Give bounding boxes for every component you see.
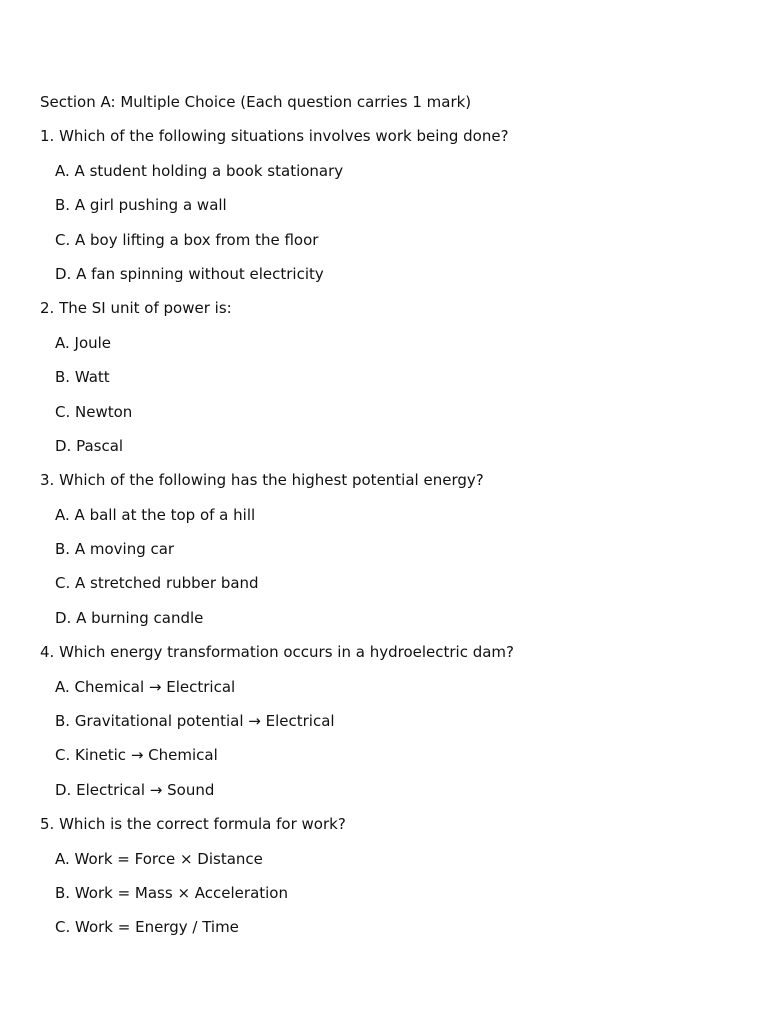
- answer-option: C. A boy lifting a box from the floor: [55, 230, 319, 249]
- option-list: [40, 331, 728, 469]
- question-text: 1. Which of the following situations involves work being done?: [40, 127, 509, 146]
- answer-option: C. Work = Energy / Time: [55, 918, 239, 937]
- option-list: [40, 847, 728, 950]
- section-heading: Section A: Multiple Choice (Each question carries 1 mark): [40, 93, 472, 111]
- question-5: [40, 812, 728, 950]
- answer-option: D. Electrical → Sound: [55, 780, 215, 799]
- answer-option: A. Work = Force × Distance: [55, 849, 263, 868]
- answer-option: C. Newton: [55, 402, 133, 421]
- answer-option: A. A student holding a book stationary: [55, 161, 344, 180]
- answer-option: A. A ball at the top of a hill: [55, 505, 256, 524]
- answer-option: D. A fan spinning without electricity: [55, 264, 324, 283]
- answer-option: C. Kinetic → Chemical: [55, 746, 218, 765]
- answer-option: B. Work = Mass × Acceleration: [55, 883, 288, 902]
- question-3: [40, 468, 728, 640]
- answer-option: B. A moving car: [55, 540, 175, 559]
- worksheet-page: [40, 90, 728, 950]
- answer-option: C. A stretched rubber band: [55, 574, 259, 593]
- answer-option: D. Pascal: [55, 436, 124, 455]
- question-text: 2. The SI unit of power is:: [40, 299, 232, 318]
- question-text: 4. Which energy transformation occurs in a hydroelectric dam?: [40, 643, 515, 662]
- option-list: [40, 503, 728, 641]
- answer-option: B. A girl pushing a wall: [55, 196, 227, 215]
- answer-option: B. Gravitational potential → Electrical: [55, 712, 335, 731]
- answer-option: B. Watt: [55, 368, 110, 387]
- answer-option: A. Chemical → Electrical: [55, 677, 236, 696]
- question-text: 3. Which of the following has the highest potential energy?: [40, 471, 484, 490]
- question-2: [40, 296, 728, 468]
- answer-option: D. A burning candle: [55, 608, 204, 627]
- option-list: [40, 159, 728, 297]
- question-list: [40, 124, 728, 949]
- question-1: [40, 124, 728, 296]
- question-text: 5. Which is the correct formula for work?: [40, 815, 346, 834]
- answer-option: A. Joule: [55, 333, 112, 352]
- option-list: [40, 675, 728, 813]
- question-4: [40, 640, 728, 812]
